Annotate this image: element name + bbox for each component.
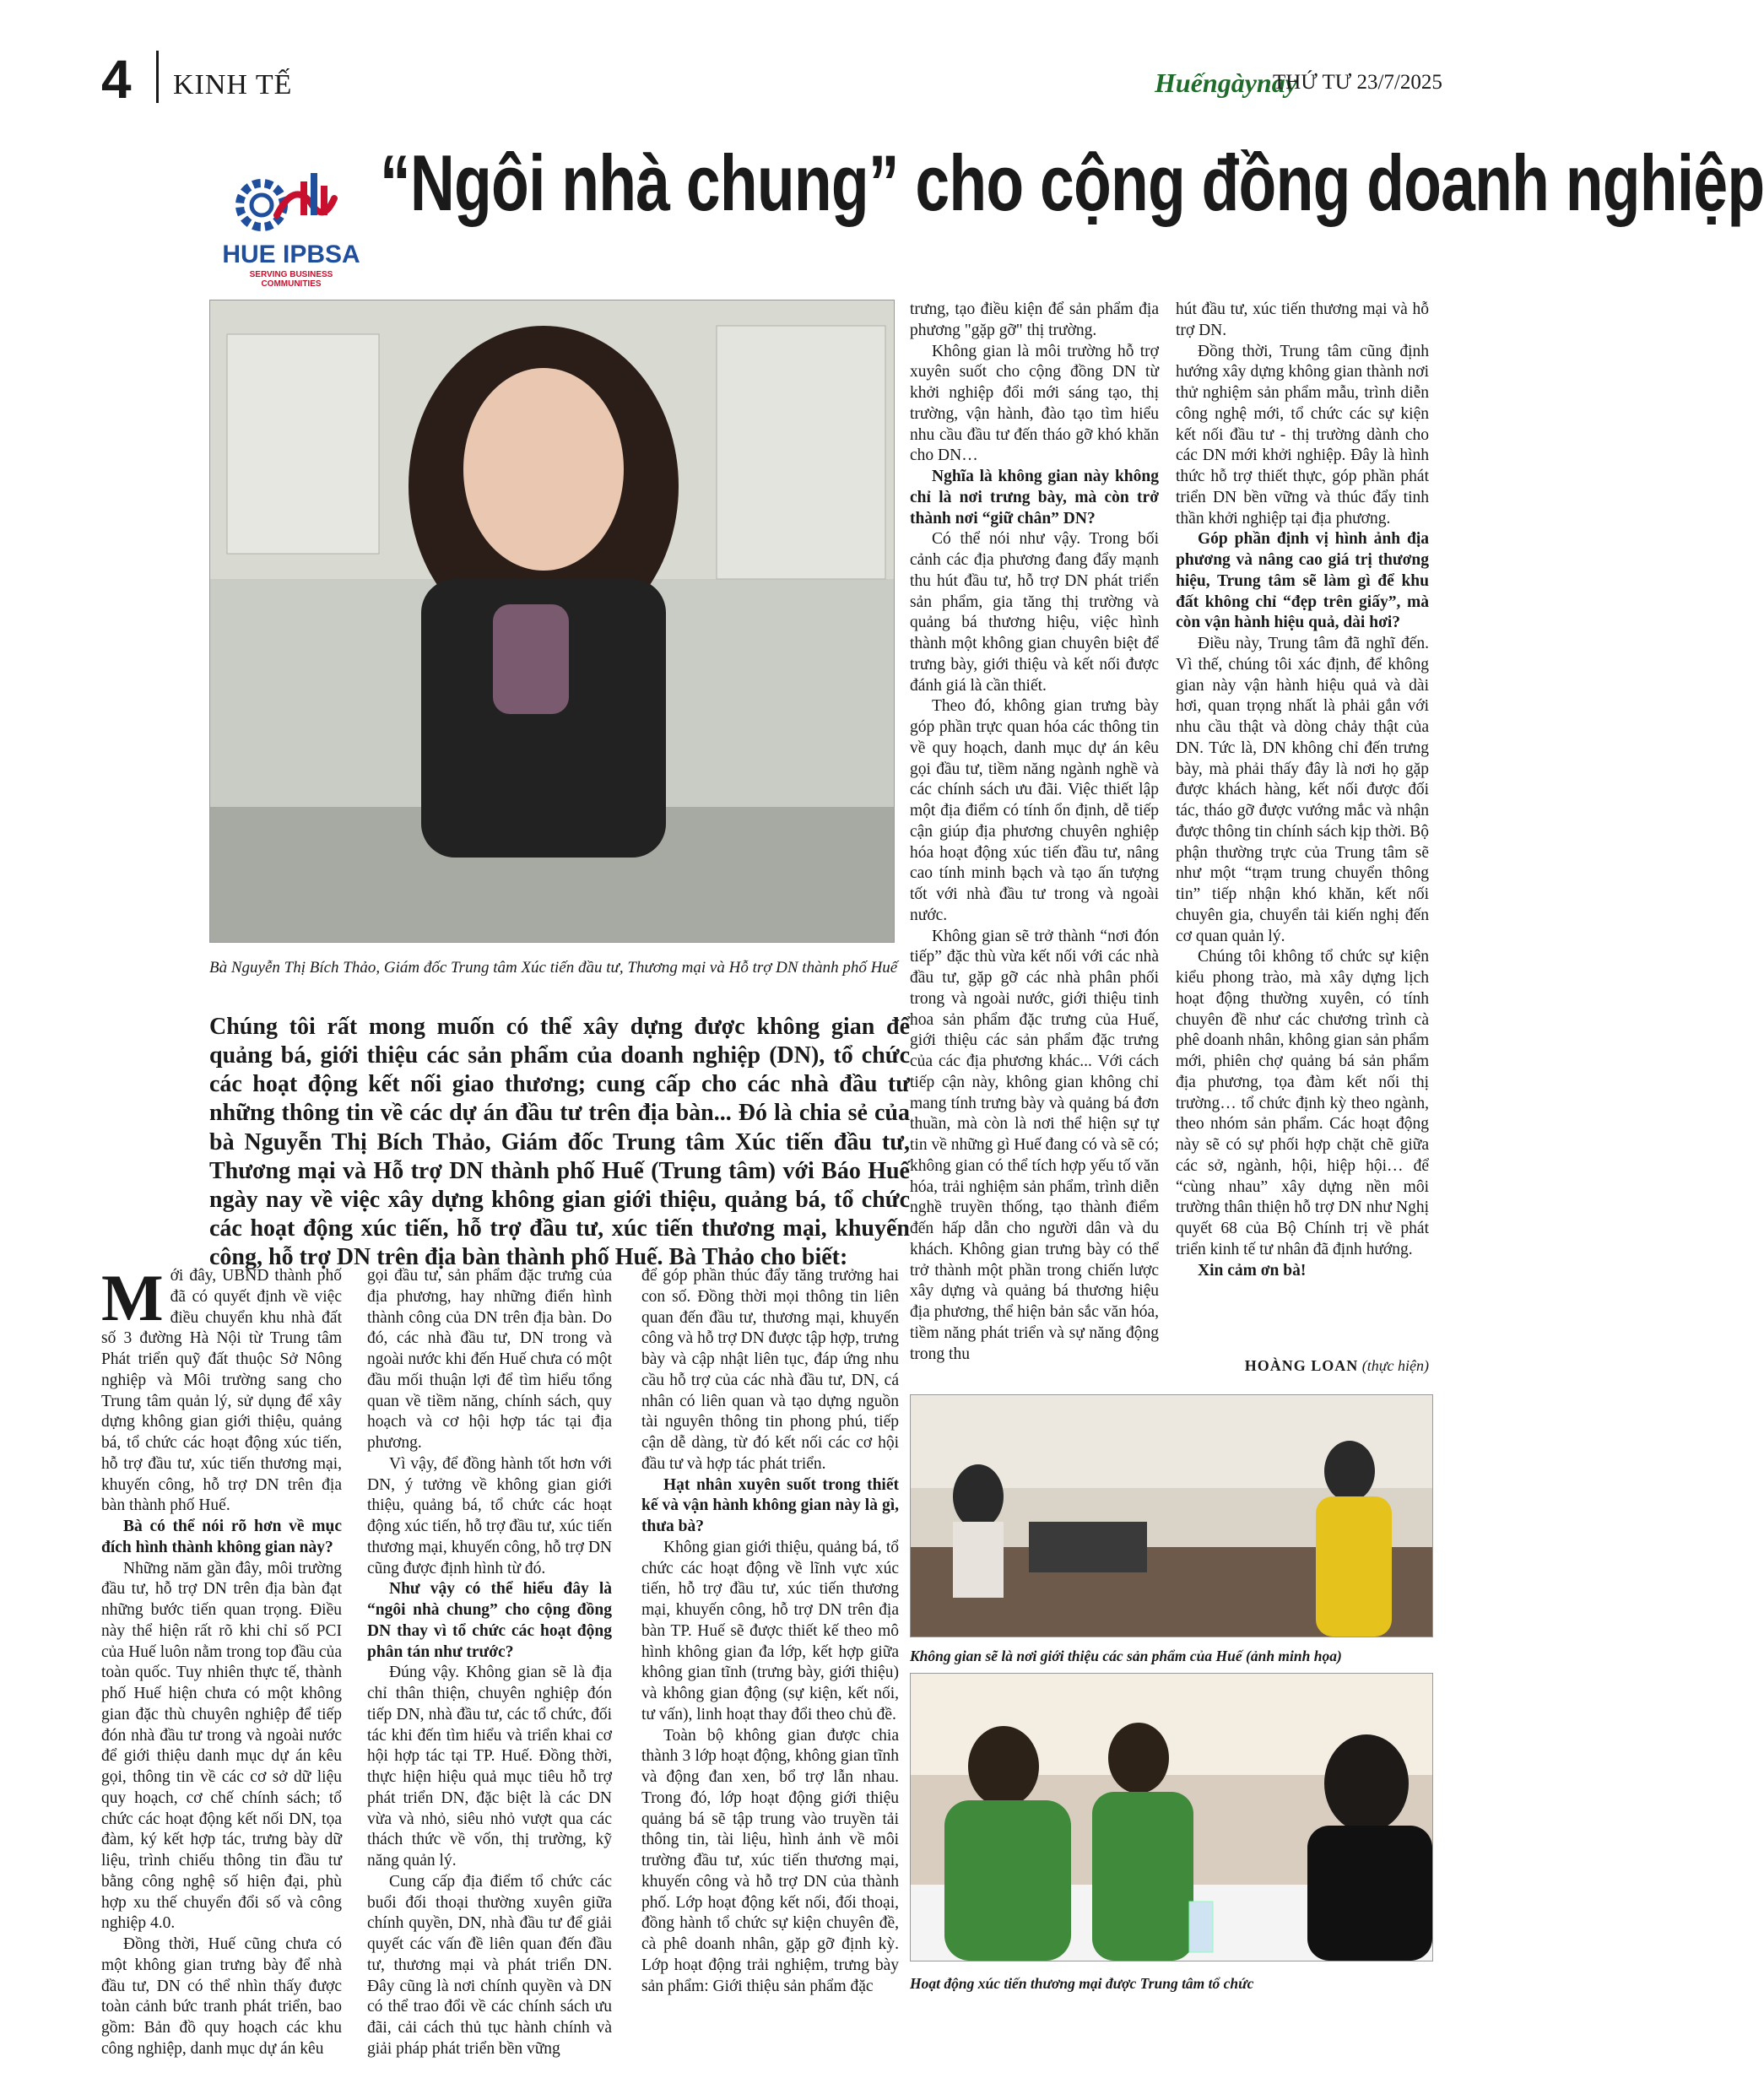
question: Nghĩa là không gian này không chỉ là nơi trưng bày, mà còn trở thành nơi “giữ chân” DN? xyxy=(910,468,1159,528)
body-column-4 xyxy=(910,300,1159,1365)
photo3-caption: Hoạt động xúc tiến thương mại được Trung tâm tổ chức xyxy=(910,1975,1254,1992)
drop-cap: M xyxy=(101,1261,164,1334)
paragraph: Đúng vậy. Không gian sẽ là địa chỉ thân thiện, chuyên nghiệp đón tiếp DN, nhà đầu tư, các tổ chức, đối tác khi đến tìm hiểu và triển khai cơ hội hợp tác tại TP. Huế. Đồng thời, thực hiện hiệu quả mục tiêu hỗ trợ phát triển DN, đặc biệt là các DN vừa và nhỏ, siêu nhỏ vượt qua các thách thức về vốn, thị trường, kỹ năng quản lý. xyxy=(367,1664,612,1869)
paragraph: Theo đó, không gian trưng bày góp phần trực quan hóa các thông tin về quy hoạch, danh mục dự án kêu gọi đầu tư, tiềm năng ngành nghề và các chính sách ưu đãi. Việc thiết lập một địa điểm có tính ổn định, dễ tiếp cận giúp địa phương chuyên nghiệp hóa hoạt động xúc tiến đầu tư, nâng cao tính minh bạch và tạo ấn tượng tốt với nhà đầu tư trong và ngoài nước. xyxy=(910,697,1159,924)
paragraph: trưng, tạo điều kiện để sản phẩm địa phương "gặp gỡ" thị trường. xyxy=(910,300,1159,339)
paragraph: Vì vậy, để đồng hành tốt hơn với DN, ý tưởng về không gian giới thiệu, quảng bá, tổ chức các hoạt động xúc tiến, hỗ trợ đầu tư, xúc tiến thương mại, khuyến công, hỗ trợ DN cũng được định hình từ đó. xyxy=(367,1454,612,1577)
section-title: KINH TẾ xyxy=(173,69,293,100)
paragraph: Chúng tôi không tổ chức sự kiện kiểu phong trào, mà xây dựng lịch hoạt động thường xuyên, có tính chuyên đề như các chương trình cà phê doanh nhân, không gian sản phẩm mới, phiên chợ quảng bá sản phẩm địa phương, tọa đàm kết nối thị trường… tổ chức định kỳ theo ngành, theo nhóm sản phẩm. Các hoạt động này sẽ có sự phối hợp chặt chẽ giữa các sở, ngành, hội, hiệp hội… để “cùng nhau” xây dựng nền môi trường thân thiện hỗ trợ DN như Nghị quyết 68 của Bộ Chính trị về phát triển kinh tế tư nhân đã định hướng. xyxy=(1176,948,1429,1258)
paragraph: Toàn bộ không gian được chia thành 3 lớp hoạt động, không gian tĩnh và động đan xen, bổ trợ lẫn nhau. Trong đó, lớp hoạt động giới thiệu quảng bá sẽ tập trung vào truyền tải thông tin, tài liệu, hình ảnh về môi trường đầu tư, xúc tiến thương mại, khuyến công và hỗ trợ DN của thành phố. Lớp hoạt động kết nối, đối thoại, đồng hành tổ chức sự kiện chuyên đề, cà phê doanh nhân, gặp gỡ định kỳ. Lớp hoạt động trải nghiệm, trưng bày sản phẩm: Giới thiệu sản phẩm đặc xyxy=(641,1726,899,1995)
photo1-caption: Bà Nguyễn Thị Bích Thảo, Giám đốc Trung tâm Xúc tiến đầu tư, Thương mại và Hỗ trợ DN thành phố Huế xyxy=(209,959,898,977)
paragraph: Những năm gần đây, môi trường đầu tư, hỗ trợ DN trên địa bàn đạt những bước tiến quan trọng. Điều này thể hiện rất rõ khi chỉ số PCI của Huế luôn nằm trong top đầu của toàn quốc. Tuy nhiên thực tế, thành phố Huế hiện chưa có một không gian đặc thù chuyên nghiệp để tiếp đón nhà đầu tư trong và ngoài nước để giới thiệu danh mục dự án kêu gọi, thông tin về các cơ sở dữ liệu quy hoạch, cơ chế chính sách; tổ chức các hoạt động kết nối DN, tọa đàm, ký kết hợp tác, trưng bày dữ liệu, trình chiếu thông tin đầu tư bằng công nghệ số hiện đại, phù hợp xu thế chuyển đổi số và công nghiệp 4.0. xyxy=(101,1559,342,1933)
logo-text: HUE IPBSA xyxy=(222,241,360,268)
portrait-photo xyxy=(209,300,895,943)
trade-promotion-photo xyxy=(910,1673,1433,1961)
page-number: 4 xyxy=(101,49,132,110)
paragraph: Đồng thời, Trung tâm cũng định hướng xây dựng không gian thành nơi thử nghiệm sản phẩm mẫu, trình diễn công nghệ mới, tổ chức các sự kiện kết nối đầu tư - thị trường dành cho các DN mới khởi nghiệp. Đây là hình thức hỗ trợ thiết thực, góp phần phát triển DN bền vững và thúc đẩy tinh thần khởi nghiệp tại địa phương. xyxy=(1176,342,1429,528)
paragraph: Cung cấp địa điểm tổ chức các buổi đối thoại thường xuyên giữa chính quyền, DN, nhà đầu tư để giải quyết các vấn đề liên quan đến đầu tư, thương mại và phát triển DN. Đây cũng là nơi chính quyền và DN có thể trao đổi về các chính sách ưu đãi, cải cách thủ tục hành chính và giải pháp phát triển bền vững xyxy=(367,1872,612,2058)
opening-paragraph: Mới đây, UBND thành phố đã có quyết định về việc điều chuyển khu nhà đất số 3 đường Hà Nội từ Trung tâm Phát triển quỹ đất thuộc Sở Nông nghiệp và Môi trường sang cho Trung tâm quản lý, sử dụng để xây dựng không gian giới thiệu, quảng bá, tổ chức các hoạt động xúc tiến, hỗ trợ đầu tư, xúc tiến thương mại, khuyến công, hỗ trợ DN trên địa bàn thành phố Huế. xyxy=(101,1261,342,1515)
body-column-2 xyxy=(367,1266,612,2060)
paragraph: Không gian sẽ trở thành “nơi đón tiếp” đặc thù vừa kết nối với các nhà đầu tư, gặp gỡ các nhà phân phối trong và ngoài nước, giới thiệu tinh hoa sản phẩm đặc trưng của Huế, giới thiệu các sản phẩm đặc trưng của các địa phương khác... Với cách tiếp cận này, không gian không chỉ mang tính trưng bày và quảng bá đơn thuần, mà còn là nơi thể hiện sự tự tin về những gì Huế đang có và sẽ có; không gian có thể tích hợp yếu tố văn hóa, trải nghiệm sản phẩm, trình diễn nghề truyền thống, tạo thành điểm đến hấp dẫn cho người dân và du khách. Không gian trưng bày có thể trở thành một phần trong chiến lược xây dựng và quảng bá thương hiệu địa phương, thể hiện bản sắc văn hóa, tiềm năng phát triển và sự năng động trong thu xyxy=(910,927,1159,1363)
photo2-caption: Không gian sẽ là nơi giới thiệu các sản phẩm của Huế (ảnh minh họa) xyxy=(910,1648,1342,1664)
article-headline: “Ngôi nhà chung” cho cộng đồng doanh nghiệp xyxy=(380,138,1764,227)
paragraph: Có thể nói như vậy. Trong bối cảnh các địa phương đang đẩy mạnh thu hút đầu tư, hỗ trợ DN phát triển sản phẩm, gia tăng thị trường và quảng bá thương hiệu, việc hình thành một không gian chuyên biệt để trưng bày, giới thiệu và kết nối được đánh giá là cần thiết. xyxy=(910,530,1159,695)
body-column-3 xyxy=(641,1266,899,1997)
paragraph: Không gian là môi trường hỗ trợ xuyên suốt cho cộng đồng DN từ khởi nghiệp đổi mới sáng tạo, thị trường, vận hành, đào tạo tìm hiểu nhu cầu đầu tư đến tháo gỡ khó khăn cho DN… xyxy=(910,342,1159,465)
publication-name: Huếngàynay xyxy=(1155,68,1297,98)
body-column-1 xyxy=(101,1261,342,2060)
paragraph: hút đầu tư, xúc tiến thương mại và hỗ trợ DN. xyxy=(1176,300,1429,339)
question: Bà có thể nói rõ hơn về mục đích hình thành không gian này? xyxy=(101,1518,342,1556)
paragraph: Không gian giới thiệu, quảng bá, tổ chức các hoạt động về lĩnh vực xúc tiến, hỗ trợ đầu tư, xúc tiến thương mại, khuyến công, hỗ trợ DN trên địa bàn TP. Huế sẽ được thiết kế theo mô hình không gian đa lớp, kết hợp giữa không gian tĩnh (trưng bày, giới thiệu) và không gian động (sự kiện, kết nối, tư vấn), linh hoạt thay đổi theo chủ đề. xyxy=(641,1538,899,1723)
body-column-5 xyxy=(1176,300,1429,1281)
header-divider xyxy=(156,51,159,103)
publication-date: THỨ TƯ 23/7/2025 xyxy=(1273,71,1442,94)
closing-question: Xin cảm ơn bà! xyxy=(1198,1261,1307,1280)
paragraph: Điều này, Trung tâm đã nghĩ đến. Vì thế, chúng tôi xác định, để không gian này vận hành hiệu quả và dài hơi, quan trọng nhất là phải gắn với nhu cầu thật và dòng chảy thật của DN. Tức là, DN không chỉ đến trưng bày, mà phải thấy đây là nơi họ gặp được khách hàng, kết nối được đối tác, tháo gỡ được vướng mắc và nhận được thông tin chính sách kịp thời. Bộ phận thường trực của Trung tâm sẽ như một “trạm trung chuyển thông tin” tiếp nhận khó khăn, kết nối chuyên gia, chuyển tải kiến nghị đến cơ quan quản lý. xyxy=(1176,635,1429,945)
paragraph: Đồng thời, Huế cũng chưa có một không gian trưng bày để nhà đầu tư, DN có thể nhìn thấy được toàn cảnh bức tranh phát triển, bao gồm: Bản đồ quy hoạch các khu công nghiệp, danh mục dự án kêu xyxy=(101,1935,342,2058)
paragraph: để góp phần thúc đẩy tăng trưởng hai con số. Đồng thời mọi thông tin liên quan đến đầu tư, thương mại, khuyến công và hỗ trợ DN được tập hợp, trưng bày và cập nhật liên tục, đáp ứng nhu cầu hỗ trợ của các nhà đầu tư, DN, cá nhân có liên quan và tạo dựng nguồn tài nguyên thông tin phong phú, tiếp cận dễ dàng, từ đó kết nối các cơ hội đầu tư và hợp tác phát triển. xyxy=(641,1267,899,1473)
paragraph: gọi đầu tư, sản phẩm đặc trưng của địa phương, hay những điển hình thành công của DN trên địa bàn. Do đó, các nhà đầu tư, DN trong và ngoài nước khi đến Huế chưa có một đầu mối thuận lợi để tìm hiểu tổng quan về tiềm năng, chính sách, quy hoạch và cơ hội hợp tác tại địa phương. xyxy=(367,1267,612,1452)
question: Như vậy có thể hiểu đây là “ngôi nhà chung” cho cộng đồng DN thay vì tổ chức các hoạt động phân tán như trước? xyxy=(367,1580,612,1661)
byline: HOÀNG LOAN (thực hiện) xyxy=(1244,1357,1429,1374)
question: Góp phần định vị hình ảnh địa phương và nâng cao giá trị thương hiệu, Trung tâm sẽ làm gì để khu đất không chỉ “đẹp trên giấy”, mà còn vận hành hiệu quả, dài hơi? xyxy=(1176,530,1429,632)
logo-tagline: SERVING BUSINESS COMMUNITIES xyxy=(249,270,333,289)
lead-paragraph: Chúng tôi rất mong muốn có thể xây dựng được không gian để quảng bá, giới thiệu các sản phẩm của doanh nghiệp (DN), tổ chức các hoạt động kết nối giao thương; cung cấp cho các nhà đầu tư những thông tin về các dự án đầu tư trên địa bàn... Đó là chia sẻ của bà Nguyễn Thị Bích Thảo, Giám đốc Trung tâm Xúc tiến đầu tư, Thương mại và Hỗ trợ DN thành phố Huế (Trung tâm) với Báo Huế ngày nay về việc xây dựng không gian giới thiệu, quảng bá, tổ chức các hoạt động xúc tiến, hỗ trợ đầu tư, xúc tiến thương mại, khuyến công, hỗ trợ DN trên địa bàn thành phố Huế. Bà Thảo cho biết: xyxy=(209,1014,910,1271)
product-display-photo xyxy=(910,1394,1433,1637)
question: Hạt nhân xuyên suốt trong thiết kế và vận hành không gian này là gì, thưa bà? xyxy=(641,1475,899,1535)
